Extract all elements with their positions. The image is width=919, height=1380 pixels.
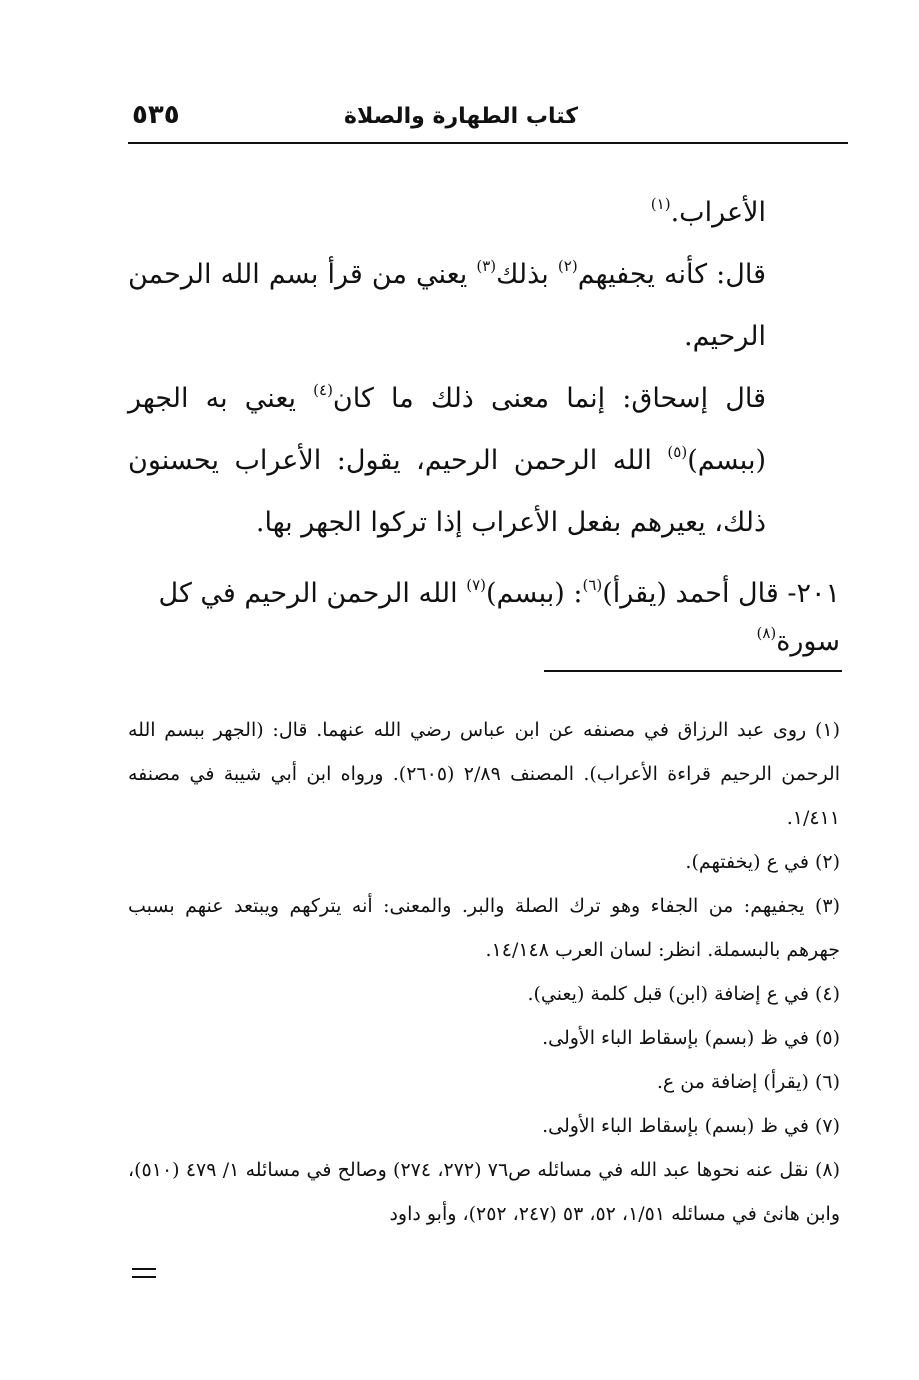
paragraph-2 [128, 244, 766, 368]
footnotes [128, 708, 840, 1236]
book-title: كتاب الطهارة والصلاة [344, 104, 578, 129]
footnote-ref-8: (٨) [756, 624, 777, 642]
entry-part-b: : (ببسم) [486, 578, 583, 609]
numbered-entry [128, 570, 840, 666]
continuation-mark [132, 1268, 156, 1278]
paragraph-3-part-c: الله الرحمن الرحيم، يقول: الأعراب يحسنون ذلك، يعيرهم بفعل الأعراب إذا تركوا الجهر بها. [128, 445, 766, 538]
footnote-5: (٥) في ظ (بسم) بإسقاط الباء الأولى. [542, 1027, 840, 1049]
page-number: ٥٣٥ [132, 100, 180, 130]
footnote-3: (٣) يجفيهم: من الجفاء وهو ترك الصلة والبر. والمعنى: أنه يتركهم ويبتعد عنهم بسبب جهرهم بالبسملة. انظر: لسان العرب ١٤/١٤٨. [128, 895, 840, 961]
footnote-7: (٧) في ظ (بسم) بإسقاط الباء الأولى. [542, 1115, 840, 1137]
paragraph-2-part-b: بذلك [496, 259, 558, 290]
entry-part-c: الله الرحمن الرحيم في كل سورة [158, 578, 840, 657]
paragraph-3-part-b: يعني به الجهر (ببسم) [128, 383, 766, 476]
footnote-6: (٦) (يقرأ) إضافة من ع. [656, 1071, 840, 1093]
footnote-ref-7: (٧) [466, 576, 486, 594]
footnote-ref-1: (١) [650, 195, 671, 213]
running-header [128, 98, 848, 144]
paragraph-1-text: الأعراب. [670, 197, 766, 228]
footnote-ref-2: (٢) [557, 257, 578, 275]
footnote-ref-6: (٦) [582, 576, 603, 594]
footnote-2: (٢) في ع (يخفتهم). [685, 851, 840, 873]
paragraph-2-part-c: يعني من قرأ بسم الله الرحمن الرحيم. [128, 259, 766, 352]
paragraph-3-part-a: قال إسحاق: إنما معنى ذلك ما كان [332, 383, 766, 414]
entry-part-a: ٢٠١- قال أحمد (يقرأ) [602, 578, 840, 609]
main-text [128, 182, 766, 554]
footnote-1: (١) روى عبد الرزاق في مصنفه عن ابن عباس رضي الله عنهما. قال: (الجهر ببسم الله الرحمن الرحيم قراءة الأعراب). المصنف ٢/٨٩ (٢٦٠٥). ورواه ابن أبي شيبة في مصنفه ١/٤١١. [128, 719, 840, 829]
footnote-8: (٨) نقل عنه نحوها عبد الله في مسائله ص٧٦ (٢٧٢، ٢٧٤) وصالح في مسائله ١/ ٤٧٩ (٥١٠)، وابن هانئ في مسائله ١/٥١، ٥٢، ٥٣ (٢٤٧، ٢٥٢)، وأبو داود [128, 1159, 841, 1225]
paragraph-1 [128, 182, 766, 244]
paragraph-2-part-a: قال: كأنه يجفيهم [577, 259, 766, 290]
footnote-ref-4: (٤) [313, 381, 333, 399]
footnote-ref-3: (٣) [476, 257, 497, 275]
paragraph-3 [128, 368, 766, 554]
footnote-4: (٤) في ع إضافة (ابن) قبل كلمة (يعني). [527, 983, 840, 1005]
footnote-separator [544, 670, 842, 672]
footnote-ref-5: (٥) [667, 443, 688, 461]
